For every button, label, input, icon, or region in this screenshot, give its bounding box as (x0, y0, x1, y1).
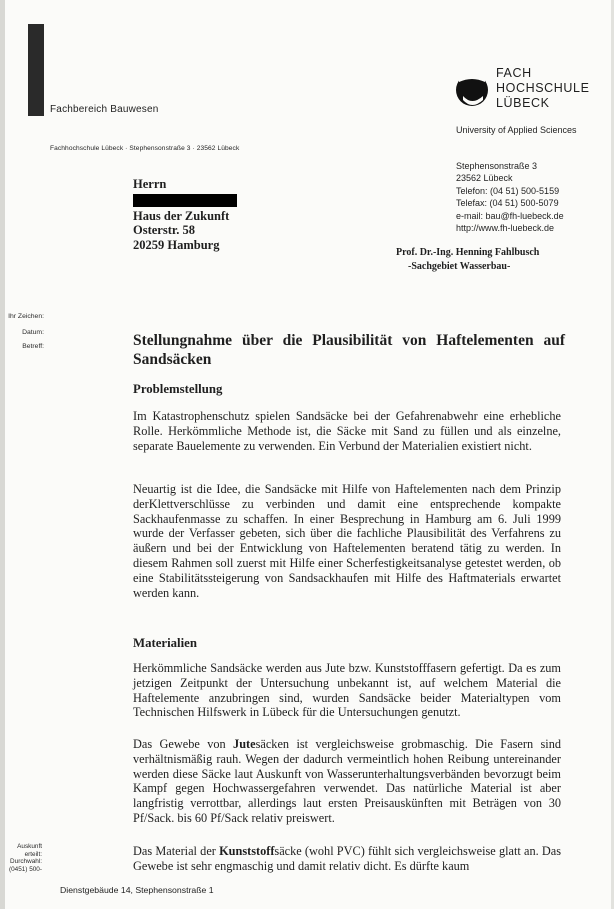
paragraph-problem-2: Neuartig ist die Idee, die Sandsäcke mit Hilfe von Haftelementen nach dem Prinzip derKlettverschlüsse zu verbinden und damit eine entsprechende kompakte Sackhaufenmasse zu schaffen. In einer Besprechung in Hamburg am 6. Juli 1999 wurde der Verfasser gebeten, sich über die fachliche Plausibilität des Verfahrens zu äußern und bei der Entwicklung von Haftelementen beratend tätig zu werden. In diesem Rahmen soll zuerst mit Hilfe einer Scherfestigkeitsanalyse getestet werden, ob eine Stabilitätssteigerung von Sandsackhaufen mit Hilfe des Haftmaterials erwartet werden kann. (133, 482, 561, 600)
paragraph-materials-2 (133, 737, 561, 826)
logo-line: FACH (496, 66, 532, 80)
margin-text: (0451) 500- (8, 865, 42, 873)
heading-materialien: Materialien (133, 636, 197, 650)
contact-street: Stephensonstraße 3 (456, 161, 538, 171)
contact-city: 23562 Lübeck (456, 173, 513, 184)
logo-wordmark (496, 66, 590, 111)
letter-subject: Stellungnahme über die Plausibilität von Haftelementen auf Sandsäcken (133, 332, 565, 368)
author-block (396, 246, 539, 273)
text-run: Das Gewebe von (133, 737, 234, 751)
recipient-address (133, 177, 229, 252)
university-english: University of Applied Sciences (456, 125, 577, 135)
author-name: Prof. Dr.-Ing. Henning Fahlbusch (396, 247, 540, 258)
text-run: Das Material der (133, 844, 220, 858)
university-logo-icon (455, 66, 491, 112)
paragraph-materials-3 (133, 844, 561, 874)
recipient-street: Osterstr. 58 (133, 223, 196, 238)
margin-text: Auskunft (17, 843, 42, 850)
paragraph-materials-1: Herkömmliche Sandsäcke werden aus Jute bzw. Kunststofffasern gefertigt. Da es zum jetzigen Zeitpunkt der Untersuchung unbekannt ist, auf welchem Material die Haftelemente anzubringen sind, wurden Sandsäcke beider Materialtypen vom Technischen Hilfswerk in Lübeck für die Untersuchungen genutzt. (133, 661, 561, 720)
emphasis-kunststoff: Kunststoff (219, 844, 275, 858)
margin-text: Durchwahl: (10, 858, 42, 865)
heading-problemstellung: Problemstellung (133, 382, 223, 396)
margin-text: erteilt: (24, 850, 42, 858)
emphasis-jute: Jute (233, 737, 256, 751)
margin-label-datum: Datum: (22, 329, 44, 336)
contact-email: e-mail: bau@fh-luebeck.de (456, 210, 564, 221)
contact-fax: Telefax: (04 51) 500-5079 (456, 198, 559, 209)
margin-label-durchwahl (0, 858, 42, 873)
department-name: Fachbereich Bauwesen (50, 104, 159, 115)
paragraph-problem-1: Im Katastrophenschutz spielen Sandsäcke bei der Gefahrenabwehr eine erhebliche Rolle. Herkömmliche Methode ist, die Säcke mit Sand zu füllen und als einzelne, separate Bauelemente zu verwenden. Ein Verbund der Materialien existiert nicht. (133, 409, 561, 453)
redaction-bar (133, 194, 237, 207)
contact-block (456, 160, 564, 234)
recipient-city: 20259 Hamburg (133, 237, 220, 252)
contact-website: http://www.fh-luebeck.de (456, 223, 555, 234)
contact-phone: Telefon: (04 51) 500-5159 (456, 185, 560, 196)
letterhead-bar (28, 24, 44, 116)
text-run: säcken ist vergleichsweise grobmaschig. Die Fasern sind verhältnismäßig rauh. Wegen der dadurch vermeintlich hohen Reibung untereinander werden diese Säcke laut Auskunft von Wasserunterhaltungsverbänden bevorzugt beim Kampf gegen Hochwassergefahren verwendet. Das natürliche Material ist aber langfristig verrottbar, allerdings laut ersten Preisauskünften mit Beträgen von 30 Pf/Sack. bis 60 Pf/Sack relativ preiswert. (133, 737, 561, 825)
sender-line: Fachhochschule Lübeck · Stephensonstraße 3 · 23562 Lübeck (50, 145, 240, 152)
author-department: -Sachgebiet Wasserbau- (408, 260, 511, 272)
logo-line: HOCHSCHULE (496, 81, 590, 95)
scan-edge-left (0, 0, 5, 909)
margin-label-ihr-zeichen: Ihr Zeichen: (8, 313, 44, 320)
logo-line: LÜBECK (496, 96, 550, 110)
recipient-organisation: Haus der Zukunft (133, 208, 230, 223)
text-run: säcke (wohl PVC) fühlt sich vergleichsweise glatt an. Das Gewebe ist sehr engmaschig und damit relativ dicht. Es dürfte kaum (133, 844, 562, 873)
margin-label-betreff: Betreff: (22, 343, 44, 350)
margin-label-auskunft (0, 843, 42, 858)
recipient-salutation: Herrn (133, 177, 167, 191)
footer-address: Dienstgebäude 14, Stephensonstraße 1 (60, 885, 214, 895)
